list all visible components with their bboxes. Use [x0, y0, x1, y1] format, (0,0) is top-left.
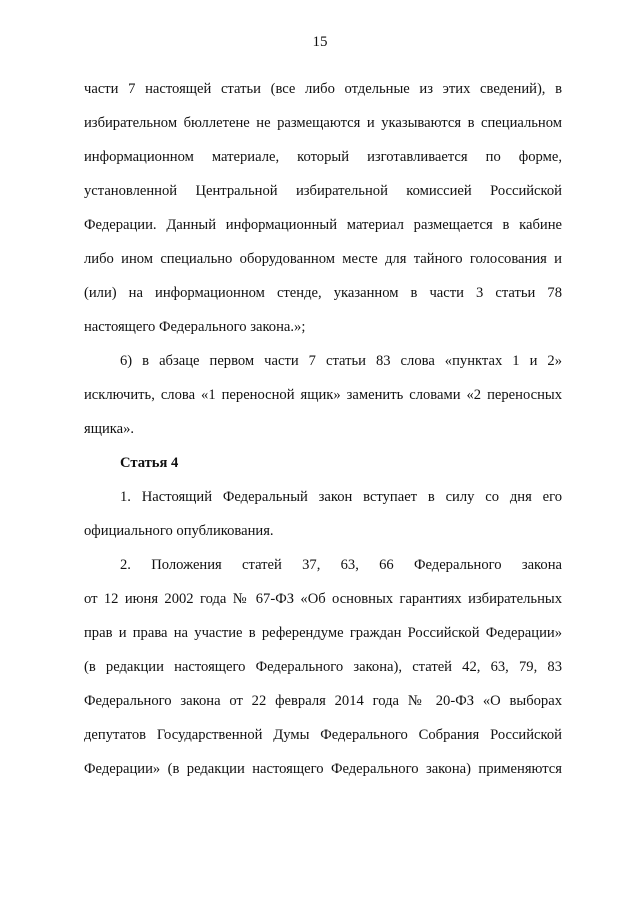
article-heading: Статья 4	[120, 455, 179, 471]
paragraph-item-6	[84, 348, 562, 450]
text-line: информационном материале, который изготавливается по форме,	[84, 149, 562, 165]
text-line: Федерации. Данный информационный материал размещается в кабине	[84, 217, 562, 233]
text-line: от 12 июня 2002 года № 67-ФЗ «Об основных гарантиях избирательных	[84, 591, 562, 607]
page-number: 15	[312, 34, 328, 50]
text-line: избирательном бюллетене не размещаются и указываются в специальном	[84, 115, 562, 131]
text-line: части 7 настоящей статьи (все либо отдельные из этих сведений), в	[84, 81, 562, 97]
text-line: либо ином специально оборудованном месте для тайного голосования и	[84, 251, 562, 267]
text-line: Федерального закона от 22 февраля 2014 года № 20-ФЗ «О выборах	[84, 693, 562, 709]
paragraph-point-1	[84, 484, 562, 552]
text-line: Федерации» (в редакции настоящего Федерального закона) применяются	[84, 761, 562, 777]
paragraph-point-2	[84, 552, 562, 790]
text-line: ящика».	[84, 421, 135, 437]
text-line: исключить, слова «1 переносной ящик» заменить словами «2 переносных	[84, 387, 562, 403]
text-line: (или) на информационном стенде, указанном в части 3 статьи 78	[84, 285, 562, 301]
document-body	[84, 76, 562, 790]
text-line: установленной Центральной избирательной комиссией Российской	[84, 183, 562, 199]
text-line: настоящего Федерального закона.»;	[84, 319, 306, 335]
text-line: 2. Положения статей 37, 63, 66 Федерального закона	[120, 557, 562, 573]
paragraph-continuation	[84, 76, 562, 348]
text-line: официального опубликования.	[84, 523, 274, 539]
text-line: 1. Настоящий Федеральный закон вступает в силу со дня его	[120, 489, 562, 505]
text-line: прав и права на участие в референдуме граждан Российской Федерации»	[84, 625, 562, 641]
text-line: депутатов Государственной Думы Федерального Собрания Российской	[84, 727, 562, 743]
text-line: (в редакции настоящего Федерального закона), статей 42, 63, 79, 83	[84, 659, 562, 675]
text-line: 6) в абзаце первом части 7 статьи 83 слова «пунктах 1 и 2»	[120, 353, 562, 369]
